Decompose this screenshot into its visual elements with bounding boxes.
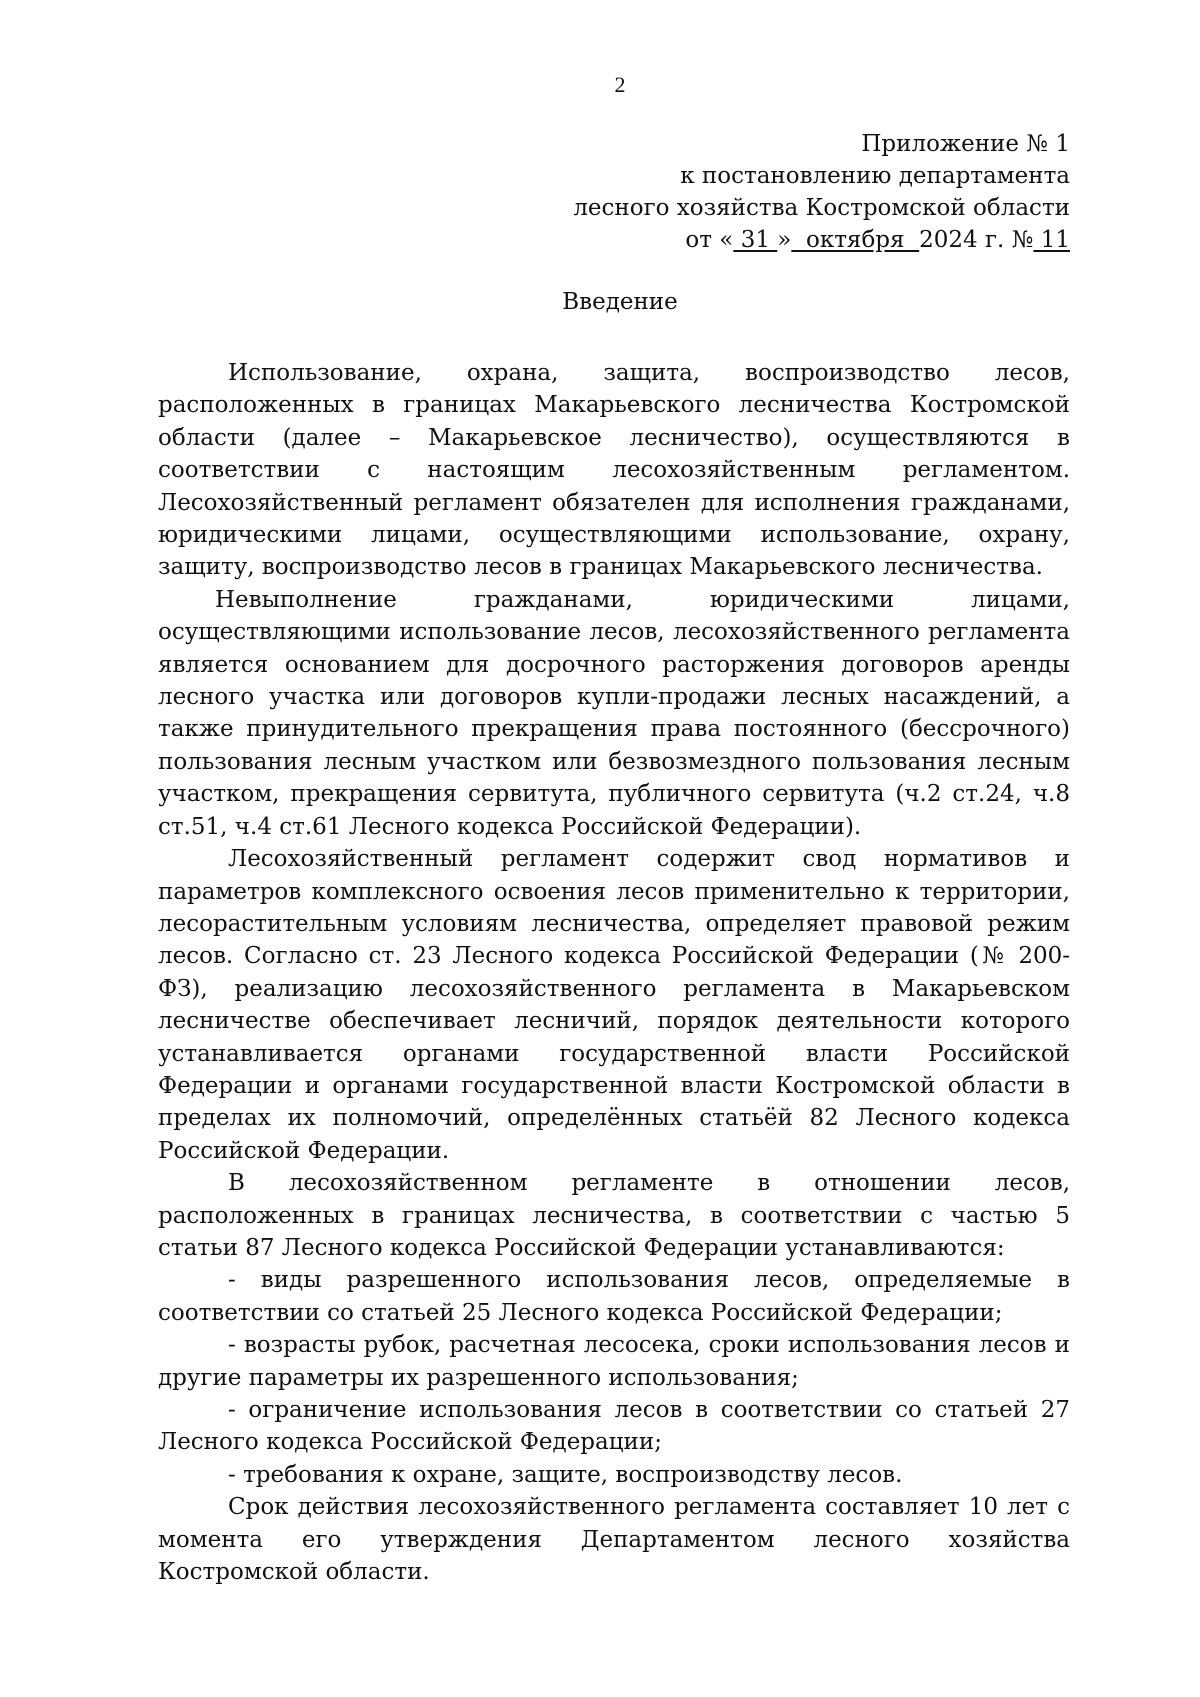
date-prefix: от « — [685, 227, 734, 253]
date-year: 2024 г. № — [919, 227, 1034, 253]
list-item: - виды разрешенного использования лесов, определяемые в соответствии со статьей 25 Лесного кодекса Российской Федерации; — [158, 1267, 1070, 1326]
appendix-line-2: к постановлению департамента — [680, 163, 1070, 189]
paragraph: Лесохозяйственный регламент содержит свод нормативов и параметров комплексного освоения лесов применительно к территории, лесорастительным условиям лесничества, определяет правовой режим лесов. Согласно ст. 23 Лесного кодекса Российской Федерации (№ 200-ФЗ), реализацию лесохозяйственного регламента в Макарьевском лесничестве обеспечивает лесничий, порядок деятельности которого устанавливается органами государственной власти Российской Федерации и органами государственной власти Костромской области в пределах их полномочий, определённых статьёй 82 Лесного кодекса Российской Федерации. — [158, 846, 1070, 1164]
date-day: 31 — [733, 227, 778, 253]
paragraph: Невыполнение гражданами, юридическими лицами, осуществляющими использование лесов, лесохозяйственного регламента является основанием для досрочного расторжения договоров аренды лесного участка или договоров купли-продажи лесных насаждений, а также принудительного прекращения права постоянного (бессрочного) пользования лесным участком или безвозмездного пользования лесным участком, прекращения сервитута, публичного сервитута (ч.2 ст.24, ч.8 ст.51, ч.4 ст.61 Лесного кодекса Российской Федерации). — [158, 586, 1070, 840]
page-number: 2 — [614, 72, 626, 97]
document-body — [158, 357, 1070, 1588]
appendix-header — [470, 128, 1070, 256]
date-month: октября — [791, 227, 920, 253]
appendix-line-3: лесного хозяйства Костромской области — [573, 195, 1070, 221]
paragraph: Срок действия лесохозяйственного регламента составляет 10 лет с момента его утверждения Департаментом лесного хозяйства Костромской области. — [158, 1494, 1070, 1586]
document-number: 11 — [1033, 227, 1070, 253]
list-item: - требования к охране, защите, воспроизводству лесов. — [228, 1461, 903, 1488]
paragraph: В лесохозяйственном регламенте в отношении лесов, расположенных в границах лесничества, в соответствии с частью 5 статьи 87 Лесного кодекса Российской Федерации устанавливаются: — [158, 1170, 1070, 1261]
date-quote-close: » — [777, 227, 792, 253]
list-item: - возрасты рубок, расчетная лесосека, сроки использования лесов и другие параметры их разрешенного использования; — [158, 1332, 1070, 1391]
appendix-date-line — [470, 224, 1070, 256]
list-item: - ограничение использования лесов в соответствии со статьей 27 Лесного кодекса Российской Федерации; — [158, 1397, 1070, 1456]
appendix-line-1: Приложение № 1 — [861, 131, 1070, 157]
section-title: Введение — [562, 289, 678, 315]
paragraph: Использование, охрана, защита, воспроизводство лесов, расположенных в границах Макарьевского лесничества Костромской области (далее – Макарьевское лесничество), осуществляются в соответствии с настоящим лесохозяйственным регламентом. Лесохозяйственный регламент обязателен для исполнения гражданами, юридическими лицами, осуществляющими использование, охрану, защиту, воспроизводство лесов в границах Макарьевского лесничества. — [158, 360, 1070, 581]
